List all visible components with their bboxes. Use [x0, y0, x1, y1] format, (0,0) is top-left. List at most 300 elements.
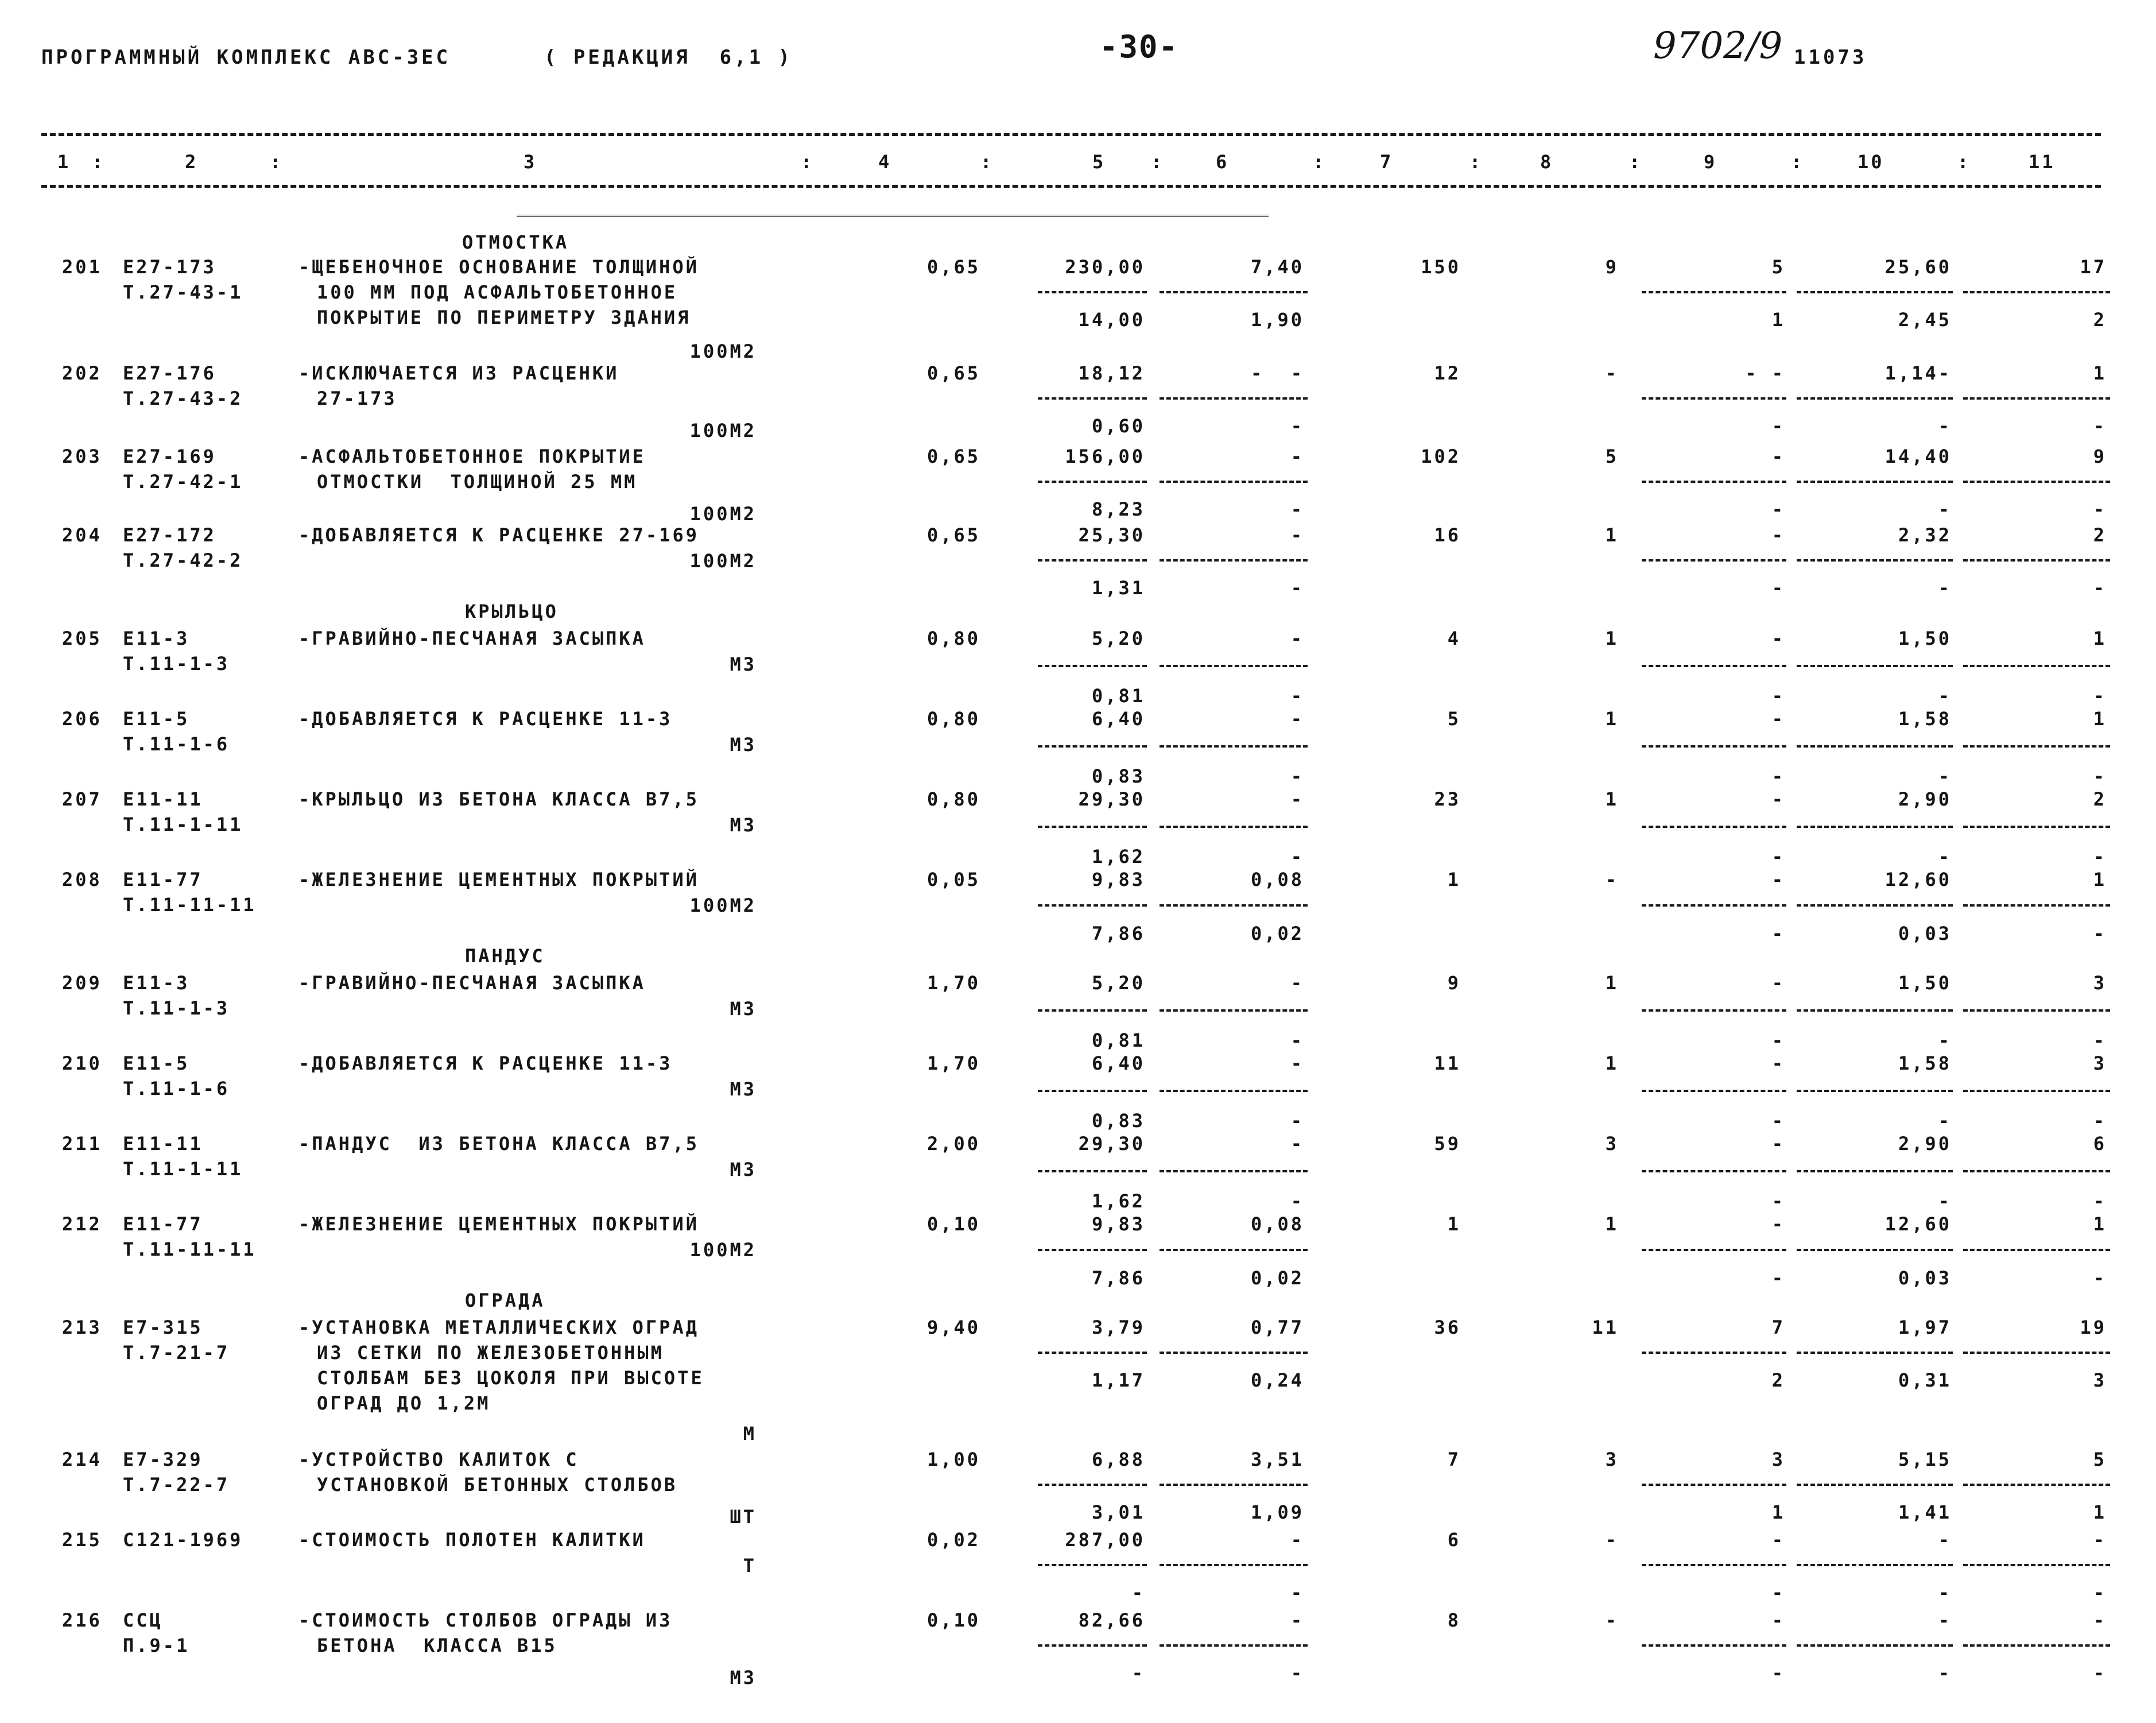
cell-c4: 0,65 [926, 524, 980, 546]
cell-c11: 9 [2093, 446, 2107, 467]
value-separator [1963, 1090, 2110, 1092]
value-separator [1038, 1564, 1147, 1566]
value-separator [1797, 481, 1953, 483]
value-separator [1963, 291, 2110, 293]
cell-c10b: - [1938, 846, 1952, 868]
value-separator [1963, 1009, 2110, 1012]
cell-c4: 0,10 [926, 1609, 980, 1631]
col-separator: : [1629, 151, 1643, 173]
value-separator [1642, 559, 1786, 562]
value-separator [1642, 1009, 1786, 1012]
cell-c6: - [1290, 1133, 1304, 1155]
cell-c6b: 0,24 [1250, 1369, 1304, 1391]
cell-c11b: 1 [2093, 1501, 2107, 1523]
cell-c6b: - [1290, 685, 1304, 707]
program-title: ПРОГРАММНЫЙ КОМПЛЕКС АВС-ЗЕС [41, 46, 451, 69]
cell-c11: 1 [2093, 869, 2107, 890]
cell-c8: 1 [1605, 628, 1619, 649]
section-title: ПАНДУС [465, 945, 545, 967]
cell-c4: 0,10 [926, 1213, 980, 1235]
value-separator [1038, 559, 1147, 562]
cell-c11: 6 [2093, 1133, 2107, 1155]
cell-c8: 1 [1605, 1052, 1619, 1074]
value-separator [1963, 904, 2110, 907]
work-description: ПОКРЫТИЕ ПО ПЕРИМЕТРУ ЗДАНИЯ [317, 307, 691, 328]
cell-c6: - [1290, 1529, 1304, 1551]
cell-c9: 3 [1771, 1449, 1785, 1470]
work-description: -ПАНДУС ИЗ БЕТОНА КЛАССА В7,5 [298, 1133, 699, 1155]
value-separator [1797, 1644, 1953, 1647]
cell-c5b: 1,17 [1091, 1369, 1145, 1391]
value-separator [1797, 1564, 1953, 1566]
cell-c9: - [1771, 1529, 1785, 1551]
col-header-1: 1 [57, 151, 71, 173]
cell-c11b: 2 [2093, 309, 2107, 331]
value-separator [1642, 1352, 1786, 1354]
cell-c11b: - [2093, 923, 2107, 944]
row-number: 211 [62, 1133, 102, 1155]
document-number: 9702/9 [1653, 25, 1783, 67]
work-description: -ДОБАВЛЯЕТСЯ К РАСЦЕНКЕ 11-3 [298, 1052, 673, 1074]
unit-of-measure: 100М2 [689, 895, 757, 916]
cell-c9: - [1771, 708, 1785, 730]
work-description: -ДОБАВЛЯЕТСЯ К РАСЦЕНКЕ 11-3 [298, 708, 673, 730]
cell-c9b: - [1771, 1582, 1785, 1604]
value-separator [1160, 745, 1308, 748]
cell-c8: 1 [1605, 972, 1619, 994]
cell-c5b: 1,62 [1091, 1190, 1145, 1212]
cell-c11: 1 [2093, 708, 2107, 730]
value-separator [1038, 1170, 1147, 1172]
cell-c10: 1,50 [1898, 972, 1952, 994]
section-title: ОТМОСТКА [462, 231, 569, 253]
cell-c9: - [1771, 869, 1785, 890]
cell-c8: 5 [1605, 446, 1619, 467]
row-number: 203 [62, 446, 102, 467]
cell-c4: 0,65 [926, 362, 980, 384]
cell-c11: 19 [2080, 1317, 2107, 1338]
cell-c10: 1,50 [1898, 628, 1952, 649]
cell-c5b: - [1131, 1582, 1145, 1604]
cell-c9b: - [1771, 1190, 1785, 1212]
cell-c8: - [1605, 1609, 1619, 1631]
unit-of-measure: М3 [730, 1159, 757, 1180]
cell-c6b: - [1290, 577, 1304, 599]
cell-c8: 3 [1605, 1133, 1619, 1155]
cell-c10b: 0,31 [1898, 1369, 1952, 1391]
col-header-4: 4 [878, 151, 892, 173]
cell-c5b: 14,00 [1078, 309, 1145, 331]
rate-code: Е11-11 [123, 1133, 203, 1155]
cell-c8: - [1605, 1529, 1619, 1551]
cell-c5b: 0,83 [1091, 765, 1145, 787]
value-separator [1038, 291, 1147, 293]
cell-c10: 1,97 [1898, 1317, 1952, 1338]
cell-c7: 102 [1421, 446, 1461, 467]
cell-c10: 14,40 [1884, 446, 1952, 467]
cell-c5b: 0,60 [1091, 415, 1145, 437]
cell-c6: - [1290, 524, 1304, 546]
col-header-9: 9 [1704, 151, 1717, 173]
value-separator [1160, 1564, 1308, 1566]
cell-c8: - [1605, 869, 1619, 890]
unit-of-measure: М3 [730, 653, 757, 675]
col-header-5: 5 [1092, 151, 1106, 173]
work-description: 27-173 [317, 388, 397, 409]
row-number: 207 [62, 788, 102, 810]
rate-code: Е11-77 [123, 869, 203, 890]
cell-c6: 0,08 [1250, 1213, 1304, 1235]
cell-c4: 0,80 [926, 628, 980, 649]
rate-code-secondary: Т.27-42-1 [123, 471, 243, 493]
rate-code-secondary: П.9-1 [123, 1635, 190, 1656]
value-separator [1642, 1090, 1786, 1092]
value-separator [1038, 1644, 1147, 1647]
cell-c10b: 1,41 [1898, 1501, 1952, 1523]
cell-c5: 5,20 [1091, 972, 1145, 994]
cell-c5: 6,88 [1091, 1449, 1145, 1470]
cell-c5: 82,66 [1078, 1609, 1145, 1631]
col-header-2: 2 [185, 151, 199, 173]
cell-c9: - [1771, 1133, 1785, 1155]
value-separator [1038, 1009, 1147, 1012]
cell-c7: 23 [1434, 788, 1461, 810]
row-number: 213 [62, 1317, 102, 1338]
row-number: 202 [62, 362, 102, 384]
value-separator [1642, 1170, 1786, 1172]
row-number: 216 [62, 1609, 102, 1631]
cell-c5b: 3,01 [1091, 1501, 1145, 1523]
cell-c10b: - [1938, 1190, 1952, 1212]
work-description: ИЗ СЕТКИ ПО ЖЕЛЕЗОБЕТОННЫМ [317, 1342, 664, 1364]
cell-c4: 1,70 [926, 1052, 980, 1074]
rate-code: Е27-172 [123, 524, 216, 546]
cell-c11b: - [2093, 498, 2107, 520]
cell-c10: 1,58 [1898, 708, 1952, 730]
cell-c10: 1,58 [1898, 1052, 1952, 1074]
rate-code-secondary: Т.11-1-3 [123, 997, 230, 1019]
value-separator [1797, 1484, 1953, 1486]
value-separator [1963, 745, 2110, 748]
col-separator: : [801, 151, 815, 173]
work-description: -ГРАВИЙНО-ПЕСЧАНАЯ ЗАСЫПКА [298, 628, 646, 649]
cell-c5: 9,83 [1091, 1213, 1145, 1235]
value-separator [1642, 1564, 1786, 1566]
col-header-7: 7 [1380, 151, 1394, 173]
rate-code-secondary: Т.27-42-2 [123, 549, 243, 571]
cell-c11b: - [2093, 1029, 2107, 1051]
cell-c8: 1 [1605, 524, 1619, 546]
rate-code-secondary: Т.11-1-6 [123, 1078, 230, 1099]
value-separator [1963, 397, 2110, 400]
cell-c11: - [2093, 1609, 2107, 1631]
cell-c7: 4 [1447, 628, 1461, 649]
cell-c4: 0,65 [926, 446, 980, 467]
value-separator [1160, 559, 1308, 562]
cell-c9b: - [1771, 1029, 1785, 1051]
cell-c7: 11 [1434, 1052, 1461, 1074]
col-separator: : [1151, 151, 1165, 173]
rate-code: Е7-329 [123, 1449, 203, 1470]
rate-code: Е7-315 [123, 1317, 203, 1338]
cell-c8: 3 [1605, 1449, 1619, 1470]
unit-of-measure: 100М2 [689, 420, 757, 442]
value-separator [1797, 1170, 1953, 1172]
cell-c8: 1 [1605, 1213, 1619, 1235]
row-number: 201 [62, 256, 102, 278]
section-title: ОГРАДА [465, 1290, 545, 1311]
col-header-11: 11 [2029, 151, 2056, 173]
cell-c5b: 0,81 [1091, 685, 1145, 707]
cell-c7: 6 [1447, 1529, 1461, 1551]
cell-c9: - [1771, 1213, 1785, 1235]
unit-of-measure: 100М2 [689, 550, 757, 572]
cell-c5: 156,00 [1065, 446, 1145, 467]
cell-c6: 7,40 [1250, 256, 1304, 278]
cell-c9b: 1 [1771, 1501, 1785, 1523]
row-number: 208 [62, 869, 102, 890]
work-description: -УСТРОЙСТВО КАЛИТОК С [298, 1449, 579, 1470]
cell-c7: 9 [1447, 972, 1461, 994]
value-separator [1797, 559, 1953, 562]
cell-c9b: 1 [1771, 309, 1785, 331]
cell-c11b: - [2093, 846, 2107, 868]
value-separator [1160, 904, 1308, 907]
cell-c10b: - [1938, 415, 1952, 437]
cell-c10b: - [1938, 498, 1952, 520]
section-rule [517, 215, 1269, 217]
cell-c7: 12 [1434, 362, 1461, 384]
cell-c10b: - [1938, 1029, 1952, 1051]
work-description: СТОЛБАМ БЕЗ ЦОКОЛЯ ПРИ ВЫСОТЕ [317, 1367, 704, 1389]
col-header-3: 3 [524, 151, 537, 173]
program-edition: ( РЕДАКЦИЯ 6,1 ) [544, 46, 793, 69]
cell-c5: 29,30 [1078, 1133, 1145, 1155]
work-description: -СТОИМОСТЬ ПОЛОТЕН КАЛИТКИ [298, 1529, 646, 1551]
cell-c4: 0,80 [926, 708, 980, 730]
cell-c5b: 8,23 [1091, 498, 1145, 520]
rate-code-secondary: Т.7-22-7 [123, 1474, 230, 1496]
col-separator: : [980, 151, 994, 173]
work-description: -ГРАВИЙНО-ПЕСЧАНАЯ ЗАСЫПКА [298, 972, 646, 994]
work-description: -СТОИМОСТЬ СТОЛБОВ ОГРАДЫ ИЗ [298, 1609, 673, 1631]
value-separator [1797, 1249, 1953, 1251]
unit-of-measure: М3 [730, 1667, 757, 1689]
cell-c9: - - [1745, 362, 1785, 384]
cell-c5: 25,30 [1078, 524, 1145, 546]
value-separator [1642, 397, 1786, 400]
cell-c5: 230,00 [1065, 256, 1145, 278]
cell-c5b: 0,81 [1091, 1029, 1145, 1051]
rate-code: Е11-5 [123, 708, 190, 730]
unit-of-measure: М3 [730, 814, 757, 836]
rate-code: Е27-169 [123, 446, 216, 467]
cell-c6b: - [1290, 1190, 1304, 1212]
cell-c6b: 1,09 [1250, 1501, 1304, 1523]
cell-c4: 2,00 [926, 1133, 980, 1155]
work-description: ОГРАД ДО 1,2М [317, 1392, 491, 1414]
rate-code: Е27-173 [123, 256, 216, 278]
rate-code: Е27-176 [123, 362, 216, 384]
value-separator [1160, 1170, 1308, 1172]
cell-c5b: 7,86 [1091, 1267, 1145, 1289]
cell-c6: - [1290, 708, 1304, 730]
cell-c9b: - [1771, 1110, 1785, 1132]
cell-c9b: - [1771, 846, 1785, 868]
col-separator: : [270, 151, 284, 173]
cell-c11b: - [2093, 685, 2107, 707]
rate-code-secondary: Т.11-1-11 [123, 814, 243, 835]
work-description: -УСТАНОВКА МЕТАЛЛИЧЕСКИХ ОГРАД [298, 1317, 699, 1338]
rate-code: Е11-3 [123, 628, 190, 649]
value-separator [1160, 397, 1308, 400]
rate-code: Е11-5 [123, 1052, 190, 1074]
cell-c9b: - [1771, 923, 1785, 944]
unit-of-measure: М3 [730, 734, 757, 756]
cell-c10b: - [1938, 577, 1952, 599]
cell-c9b: - [1771, 577, 1785, 599]
cell-c8: 11 [1592, 1317, 1619, 1338]
cell-c9: 7 [1771, 1317, 1785, 1338]
cell-c6b: - [1290, 1582, 1304, 1604]
cell-c5: 3,79 [1091, 1317, 1145, 1338]
cell-c7: 150 [1421, 256, 1461, 278]
cell-c6: 3,51 [1250, 1449, 1304, 1470]
row-number: 212 [62, 1213, 102, 1235]
work-description: -КРЫЛЬЦО ИЗ БЕТОНА КЛАССА В7,5 [298, 788, 699, 810]
cell-c9: 5 [1771, 256, 1785, 278]
cell-c11b: 3 [2093, 1369, 2107, 1391]
unit-of-measure: ШТ [730, 1506, 757, 1528]
row-number: 209 [62, 972, 102, 994]
cell-c6: - - [1250, 362, 1304, 384]
cell-c11b: - [2093, 415, 2107, 437]
unit-of-measure: Т [743, 1555, 757, 1577]
value-separator [1963, 1484, 2110, 1486]
cell-c4: 1,70 [926, 972, 980, 994]
value-separator [1038, 481, 1147, 483]
work-description: -ЖЕЛЕЗНЕНИЕ ЦЕМЕНТНЫХ ПОКРЫТИЙ [298, 869, 699, 890]
cell-c4: 0,65 [926, 256, 980, 278]
cell-c10b: 2,45 [1898, 309, 1952, 331]
cell-c10: 12,60 [1884, 1213, 1952, 1235]
value-separator [1797, 1009, 1953, 1012]
cell-c4: 9,40 [926, 1317, 980, 1338]
cell-c5b: 0,83 [1091, 1110, 1145, 1132]
rate-code-secondary: Т.11-1-11 [123, 1158, 243, 1180]
work-description: 100 ММ ПОД АСФАЛЬТОБЕТОННОЕ [317, 281, 678, 303]
cell-c11: 2 [2093, 524, 2107, 546]
cell-c10b: 0,03 [1898, 923, 1952, 944]
rate-code: ССЦ [123, 1609, 163, 1631]
cell-c7: 5 [1447, 708, 1461, 730]
cell-c11: 5 [2093, 1449, 2107, 1470]
document-code: 11073 [1794, 46, 1867, 69]
work-description: ОТМОСТКИ ТОЛЩИНОЙ 25 ММ [317, 471, 638, 493]
cell-c6b: - [1290, 415, 1304, 437]
cell-c9: - [1771, 1609, 1785, 1631]
row-number: 204 [62, 524, 102, 546]
cell-c11: 2 [2093, 788, 2107, 810]
value-separator [1038, 1484, 1147, 1486]
cell-c11: 1 [2093, 1213, 2107, 1235]
cell-c5b: - [1131, 1662, 1145, 1684]
value-separator [1160, 1009, 1308, 1012]
work-description: -ЩЕБЕНОЧНОЕ ОСНОВАНИЕ ТОЛЩИНОЙ [298, 256, 699, 278]
cell-c11b: - [2093, 1662, 2107, 1684]
value-separator [1797, 745, 1953, 748]
cell-c5b: 1,31 [1091, 577, 1145, 599]
cell-c4: 0,05 [926, 869, 980, 890]
cell-c6: 0,08 [1250, 869, 1304, 890]
value-separator [1642, 826, 1786, 828]
value-separator [1038, 397, 1147, 400]
cell-c9b: - [1771, 765, 1785, 787]
cell-c10: 2,32 [1898, 524, 1952, 546]
cell-c8: 1 [1605, 708, 1619, 730]
value-separator [1160, 1644, 1308, 1647]
cell-c6b: - [1290, 1110, 1304, 1132]
cell-c11: 1 [2093, 362, 2107, 384]
value-separator [1160, 826, 1308, 828]
col-separator: : [92, 151, 106, 173]
cell-c6: 0,77 [1250, 1317, 1304, 1338]
cell-c11: 17 [2080, 256, 2107, 278]
cell-c8: 9 [1605, 256, 1619, 278]
cell-c7: 1 [1447, 1213, 1461, 1235]
row-number: 205 [62, 628, 102, 649]
cell-c11b: - [2093, 1582, 2107, 1604]
cell-c5: 9,83 [1091, 869, 1145, 890]
cell-c10b: 0,03 [1898, 1267, 1952, 1289]
cell-c9: - [1771, 524, 1785, 546]
cell-c10: 2,90 [1898, 1133, 1952, 1155]
cell-c10: 5,15 [1898, 1449, 1952, 1470]
cell-c6b: 0,02 [1250, 923, 1304, 944]
value-separator [1038, 1352, 1147, 1354]
value-separator [1160, 1249, 1308, 1251]
cell-c8: - [1605, 362, 1619, 384]
cell-c10b: - [1938, 1662, 1952, 1684]
work-description: УСТАНОВКОЙ БЕТОННЫХ СТОЛБОВ [317, 1474, 678, 1496]
cell-c10b: - [1938, 1110, 1952, 1132]
value-separator [1038, 1249, 1147, 1251]
cell-c9b: - [1771, 498, 1785, 520]
cell-c9b: - [1771, 1662, 1785, 1684]
cell-c11: 1 [2093, 628, 2107, 649]
cell-c5b: 7,86 [1091, 923, 1145, 944]
rate-code-secondary: Т.11-11-11 [123, 894, 257, 916]
value-separator [1642, 745, 1786, 748]
cell-c5b: 1,62 [1091, 846, 1145, 868]
work-description: -ИСКЛЮЧАЕТСЯ ИЗ РАСЦЕНКИ [298, 362, 619, 384]
value-separator [1038, 745, 1147, 748]
cell-c8: 1 [1605, 788, 1619, 810]
row-number: 215 [62, 1529, 102, 1551]
cell-c10: 2,90 [1898, 788, 1952, 810]
rate-code-secondary: Т.11-11-11 [123, 1238, 257, 1260]
value-separator [1642, 291, 1786, 293]
cell-c9b: - [1771, 1267, 1785, 1289]
cell-c5: 6,40 [1091, 1052, 1145, 1074]
unit-of-measure: М3 [730, 998, 757, 1020]
value-separator [1160, 1352, 1308, 1354]
cell-c9: - [1771, 446, 1785, 467]
value-separator [1797, 291, 1953, 293]
row-number: 206 [62, 708, 102, 730]
rate-code: С121-1969 [123, 1529, 243, 1551]
value-separator [1160, 1090, 1308, 1092]
